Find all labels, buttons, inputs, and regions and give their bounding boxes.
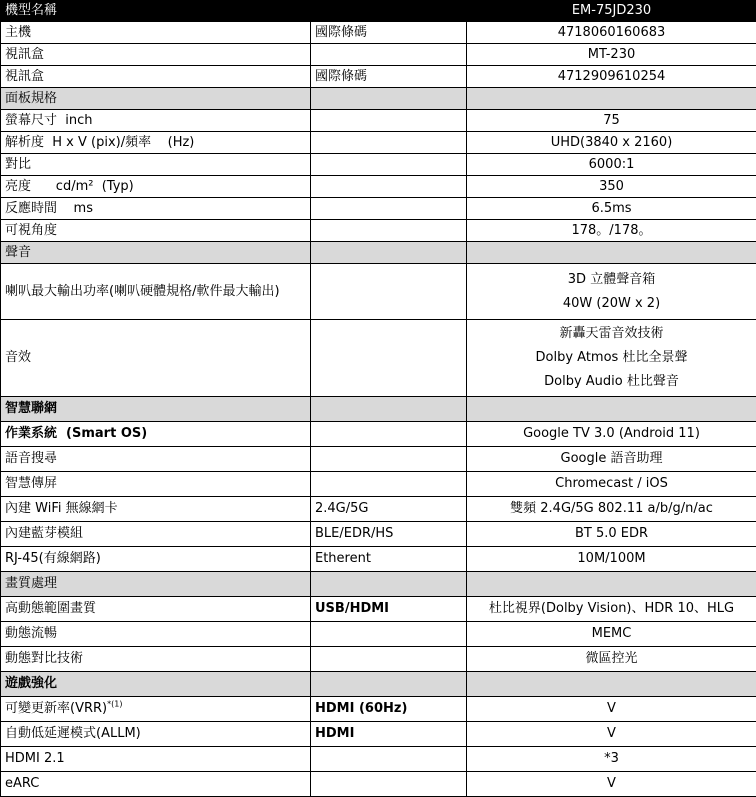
spec-value: Google 語音助理 xyxy=(561,451,663,466)
spec-label: 音效 xyxy=(5,350,31,365)
spec-value-cell xyxy=(467,176,756,198)
spec-value: V xyxy=(607,701,616,716)
spec-sub xyxy=(311,264,467,320)
spec-label: 高動態範圍畫質 xyxy=(5,601,96,616)
spec-value: 178。/178。 xyxy=(571,223,651,238)
spec-row xyxy=(1,176,756,198)
spec-value-cell xyxy=(467,622,756,647)
spec-row xyxy=(1,447,756,472)
spec-row xyxy=(1,422,756,447)
spec-value: 10M/100M xyxy=(577,551,645,566)
spec-label: 內建藍芽模組 xyxy=(5,526,83,541)
spec-label-cell xyxy=(1,220,311,242)
section-title: 面板規格 xyxy=(1,88,311,110)
spec-label-cell xyxy=(1,198,311,220)
spec-value: V xyxy=(607,776,616,791)
spec-label: 亮度 cd/m² (Typ) xyxy=(5,179,134,194)
spec-sub xyxy=(311,772,467,797)
spec-sub xyxy=(311,110,467,132)
spec-sub: USB/HDMI xyxy=(311,597,467,622)
header-spacer xyxy=(311,1,467,22)
spec-label: 語音搜尋 xyxy=(5,451,57,466)
spec-sub xyxy=(311,472,467,497)
section-spacer xyxy=(467,242,756,264)
spec-sub: Etherent xyxy=(311,547,467,572)
spec-sub: 2.4G/5G xyxy=(311,497,467,522)
spec-row xyxy=(1,697,756,722)
spec-label-cell xyxy=(1,497,311,522)
spec-label: 反應時間 ms xyxy=(5,201,93,216)
section-title: 畫質處理 xyxy=(1,572,311,597)
section-header xyxy=(1,242,756,264)
spec-row xyxy=(1,220,756,242)
spec-value: 75 xyxy=(603,113,620,128)
spec-value: 6.5ms xyxy=(591,201,631,216)
spec-value-cell xyxy=(467,22,756,44)
model-name: EM-75JD230 xyxy=(467,1,756,22)
spec-label-cell xyxy=(1,110,311,132)
section-header xyxy=(1,672,756,697)
spec-value: 6000:1 xyxy=(589,157,635,172)
spec-row xyxy=(1,320,756,397)
spec-sub xyxy=(311,220,467,242)
spec-value-cell xyxy=(467,198,756,220)
spec-value: 350 xyxy=(599,179,624,194)
spec-sub xyxy=(311,154,467,176)
spec-sub: 國際條碼 xyxy=(311,22,467,44)
spec-label: 智慧傳屏 xyxy=(5,476,57,491)
spec-value: 杜比視界(Dolby Vision)、HDR 10、HLG xyxy=(489,601,734,616)
spec-value: UHD(3840 x 2160) xyxy=(551,135,673,150)
section-title: 遊戲強化 xyxy=(1,672,311,697)
spec-label-cell xyxy=(1,264,311,320)
spec-value-cell xyxy=(467,220,756,242)
spec-sub: HDMI (60Hz) xyxy=(311,697,467,722)
spec-row xyxy=(1,110,756,132)
spec-label: 自動低延遲模式(ALLM) xyxy=(5,726,141,741)
section-spacer xyxy=(311,572,467,597)
section-header xyxy=(1,397,756,422)
spec-row xyxy=(1,722,756,747)
spec-sub xyxy=(311,320,467,397)
spec-row xyxy=(1,472,756,497)
spec-value-cell xyxy=(467,447,756,472)
spec-row xyxy=(1,622,756,647)
spec-value: MT-230 xyxy=(588,47,635,62)
spec-label-cell xyxy=(1,132,311,154)
spec-value-cell xyxy=(467,772,756,797)
section-spacer xyxy=(311,672,467,697)
spec-label: 螢幕尺寸 inch xyxy=(5,113,93,128)
spec-label-cell xyxy=(1,522,311,547)
section-spacer xyxy=(467,672,756,697)
spec-row xyxy=(1,772,756,797)
spec-value-cell xyxy=(467,66,756,88)
spec-row xyxy=(1,66,756,88)
spec-value-cell xyxy=(467,110,756,132)
spec-value-cell xyxy=(467,547,756,572)
spec-value-cell xyxy=(467,747,756,772)
spec-label: 可變更新率(VRR) xyxy=(5,701,107,716)
spec-label-cell xyxy=(1,547,311,572)
spec-value-cell xyxy=(467,264,756,320)
header-label: 機型名稱 xyxy=(1,1,311,22)
spec-value-cell xyxy=(467,522,756,547)
spec-label-cell xyxy=(1,472,311,497)
spec-value-cell xyxy=(467,722,756,747)
spec-label: 作業系統 (Smart OS) xyxy=(5,426,147,441)
footnote-marker: *(1) xyxy=(107,700,122,709)
spec-value: MEMC xyxy=(592,626,632,641)
spec-label: 喇叭最大輸出功率(喇叭硬體規格/軟件最大輸出) xyxy=(5,284,280,299)
spec-label-cell xyxy=(1,22,311,44)
spec-value: Dolby Atmos 杜比全景聲 xyxy=(471,346,752,370)
spec-sub xyxy=(311,747,467,772)
spec-sub xyxy=(311,198,467,220)
spec-label: RJ-45(有線網路) xyxy=(5,551,101,566)
spec-label: 動態流暢 xyxy=(5,626,57,641)
spec-label: 主機 xyxy=(5,25,31,40)
spec-value: Google TV 3.0 (Android 11) xyxy=(523,426,700,441)
spec-value: 3D 立體聲音箱 xyxy=(471,268,752,292)
spec-label: 解析度 H x V (pix)/頻率 (Hz) xyxy=(5,135,194,150)
spec-label-cell xyxy=(1,597,311,622)
spec-label-cell xyxy=(1,154,311,176)
spec-label: 視訊盒 xyxy=(5,47,44,62)
spec-value-cell xyxy=(467,597,756,622)
spec-table-body xyxy=(1,1,756,797)
spec-value: 雙頻 2.4G/5G 802.11 a/b/g/n/ac xyxy=(510,501,713,516)
spec-value: 4712909610254 xyxy=(558,69,666,84)
spec-row xyxy=(1,522,756,547)
spec-label-cell xyxy=(1,722,311,747)
spec-value-cell xyxy=(467,132,756,154)
section-title: 聲音 xyxy=(1,242,311,264)
spec-value: BT 5.0 EDR xyxy=(575,526,648,541)
spec-label-cell xyxy=(1,622,311,647)
spec-sub: HDMI xyxy=(311,722,467,747)
spec-row xyxy=(1,547,756,572)
section-spacer xyxy=(311,88,467,110)
spec-sub xyxy=(311,176,467,198)
spec-value: 40W (20W x 2) xyxy=(471,292,752,316)
spec-sub xyxy=(311,44,467,66)
spec-label: 對比 xyxy=(5,157,31,172)
spec-row xyxy=(1,497,756,522)
section-spacer xyxy=(311,242,467,264)
spec-label: HDMI 2.1 xyxy=(5,751,65,766)
spec-label: 可視角度 xyxy=(5,223,57,238)
spec-label: 視訊盒 xyxy=(5,69,44,84)
spec-label-cell xyxy=(1,176,311,198)
section-spacer xyxy=(467,88,756,110)
section-header xyxy=(1,572,756,597)
spec-value-cell xyxy=(467,497,756,522)
spec-sub xyxy=(311,447,467,472)
section-spacer xyxy=(311,397,467,422)
spec-label-cell xyxy=(1,747,311,772)
spec-label-cell xyxy=(1,320,311,397)
spec-sub xyxy=(311,132,467,154)
spec-label-cell xyxy=(1,772,311,797)
spec-value: *3 xyxy=(604,751,619,766)
spec-sub xyxy=(311,622,467,647)
spec-value-cell xyxy=(467,320,756,397)
spec-label: 動態對比技術 xyxy=(5,651,83,666)
spec-row xyxy=(1,44,756,66)
section-spacer xyxy=(467,572,756,597)
spec-row xyxy=(1,22,756,44)
section-header xyxy=(1,88,756,110)
spec-label-cell xyxy=(1,44,311,66)
spec-sub: BLE/EDR/HS xyxy=(311,522,467,547)
spec-value-cell xyxy=(467,472,756,497)
spec-row xyxy=(1,132,756,154)
spec-value-cell xyxy=(467,154,756,176)
spec-row xyxy=(1,198,756,220)
spec-sub xyxy=(311,422,467,447)
spec-value: 4718060160683 xyxy=(558,25,666,40)
spec-sub: 國際條碼 xyxy=(311,66,467,88)
spec-value: 新轟天雷音效技術 xyxy=(471,322,752,346)
spec-label: 內建 WiFi 無線網卡 xyxy=(5,501,118,516)
spec-value: V xyxy=(607,726,616,741)
spec-label-cell xyxy=(1,422,311,447)
spec-value: 微區控光 xyxy=(585,651,637,666)
section-title: 智慧聯網 xyxy=(1,397,311,422)
spec-row xyxy=(1,154,756,176)
spec-label-cell xyxy=(1,647,311,672)
spec-row xyxy=(1,264,756,320)
header-row xyxy=(1,1,756,22)
spec-value-cell xyxy=(467,422,756,447)
spec-row xyxy=(1,747,756,772)
spec-row xyxy=(1,647,756,672)
spec-sub xyxy=(311,647,467,672)
spec-row xyxy=(1,597,756,622)
spec-label: eARC xyxy=(5,776,39,791)
section-spacer xyxy=(467,397,756,422)
spec-value-cell xyxy=(467,44,756,66)
spec-label-cell xyxy=(1,447,311,472)
spec-label-cell xyxy=(1,697,311,722)
spec-value: Dolby Audio 杜比聲音 xyxy=(471,370,752,394)
spec-value: Chromecast / iOS xyxy=(555,476,668,491)
spec-label-cell xyxy=(1,66,311,88)
spec-value-cell xyxy=(467,647,756,672)
spec-value-cell xyxy=(467,697,756,722)
